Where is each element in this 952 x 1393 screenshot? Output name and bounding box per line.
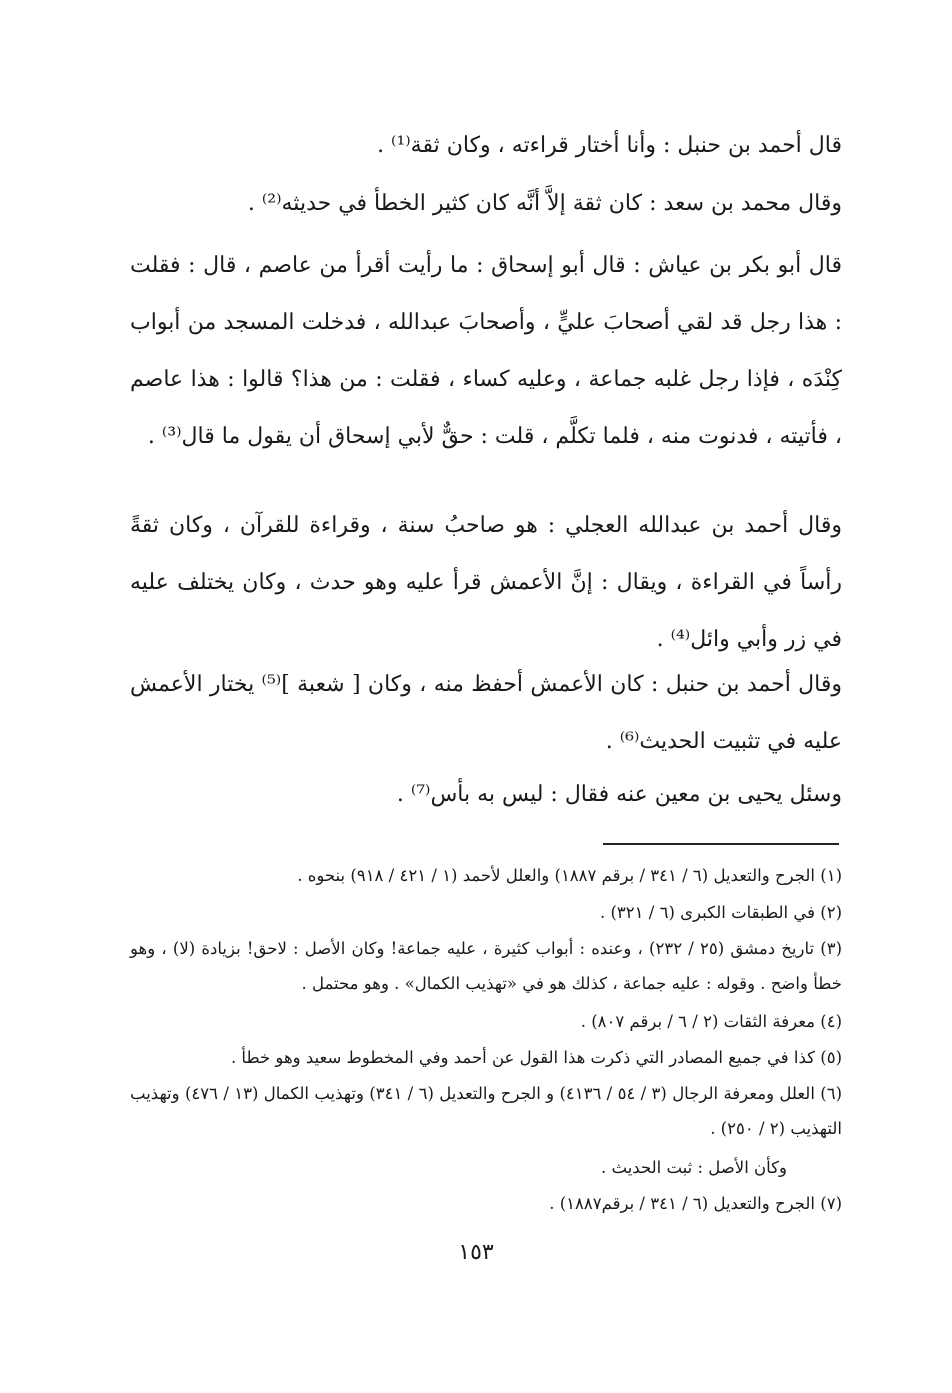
paragraph-ahmad-ibn-hanbal: قال أحمد بن حنبل : وأنا أختار قراءته ، وكان ثقة⁽¹⁾ . — [377, 133, 842, 158]
footnote-6-continuation: وكأن الأصل : ثبت الحديث . — [601, 1158, 787, 1177]
paragraph-ibn-main: وسئل يحيى بن معين عنه فقال : ليس به بأس⁽⁷⁾ . — [396, 782, 842, 807]
page-number: ١٥٣ — [458, 1240, 494, 1265]
paragraph-ahmad-on-amash: وقال أحمد بن حنبل : كان الأعمش أحفظ منه ، وكان [ شعبة ]⁽⁵⁾ يختار الأعمش عليه في تثبيت الحديث⁽⁶⁾ . — [130, 672, 842, 754]
footnote-3: (٣) تاريخ دمشق (٢٥ / ٢٣٢) ، وعنده : أبواب كثيرة ، عليه جماعة! وكان الأصل : لاحق! بزيادة (لا) ، وهو خطأ واضح . وقوله : عليه جماعة ، كذلك هو في «تهذيب الكمال» . وهو محتمل . — [130, 939, 842, 993]
footnote-1: (١) الجرح والتعديل (٦ / ٣٤١ / برقم ١٨٨٧) والعلل لأحمد (١ / ٤٢١ / ٩١٨) بنحوه . — [297, 866, 842, 885]
footnote-divider — [603, 843, 839, 845]
footnote-6: (٦) العلل ومعرفة الرجال (٣ / ٥٤ / ٤١٣٦) و الجرح والتعديل (٦ / ٣٤١) وتهذيب الكمال (١٣ / ٤٧٦) وتهذيب التهذيب (٢ / ٢٥٠) . — [130, 1084, 842, 1138]
footnote-5: (٥) كذا في جميع المصادر التي ذكرت هذا القول عن أحمد وفي المخطوط سعيد وهو خطأ . — [230, 1048, 842, 1067]
paragraph-abu-bakr-ibn-ayyash: قال أبو بكر بن عياش : قال أبو إسحاق : ما رأيت أقرأ من عاصم ، قال : فقلت : هذا رجل قد لقي أصحابَ عليٍّ ، وأصحابَ عبدالله ، فدخلت المسجد من أبواب كِنْدَه ، فإذا رجل غلبه جماعة ، وعليه كساء ، فقلت : من هذا؟ قالوا : هذا عاصم ، فأتيته ، فدنوت منه ، فلما تكلَّم ، قلت : حقٌّ لأبي إسحاق أن يقول ما قال⁽³⁾ . — [130, 253, 842, 449]
footnote-4: (٤) معرفة الثقات (٢ / ٦ / برقم ٨٠٧) . — [580, 1012, 842, 1031]
footnote-2: (٢) في الطبقات الكبرى (٦ / ٣٢١) . — [599, 903, 842, 922]
footnote-7: (٧) الجرح والتعديل (٦ / ٣٤١ / برقم١٨٨٧) . — [549, 1194, 842, 1213]
paragraph-ibn-saad: وقال محمد بن سعد : كان ثقة إلاَّ أنَّه كان كثير الخطأ في حديثه⁽²⁾ . — [247, 191, 842, 216]
paragraph-al-ijli: وقال أحمد بن عبدالله العجلي : هو صاحبُ سنة ، وقراءة للقرآن ، وكان ثقةً رأساً في القراءة ، ويقال : إنَّ الأعمش قرأ عليه وهو حدث ، وكان يختلف عليه في زر وأبي وائل⁽⁴⁾ . — [130, 513, 842, 652]
